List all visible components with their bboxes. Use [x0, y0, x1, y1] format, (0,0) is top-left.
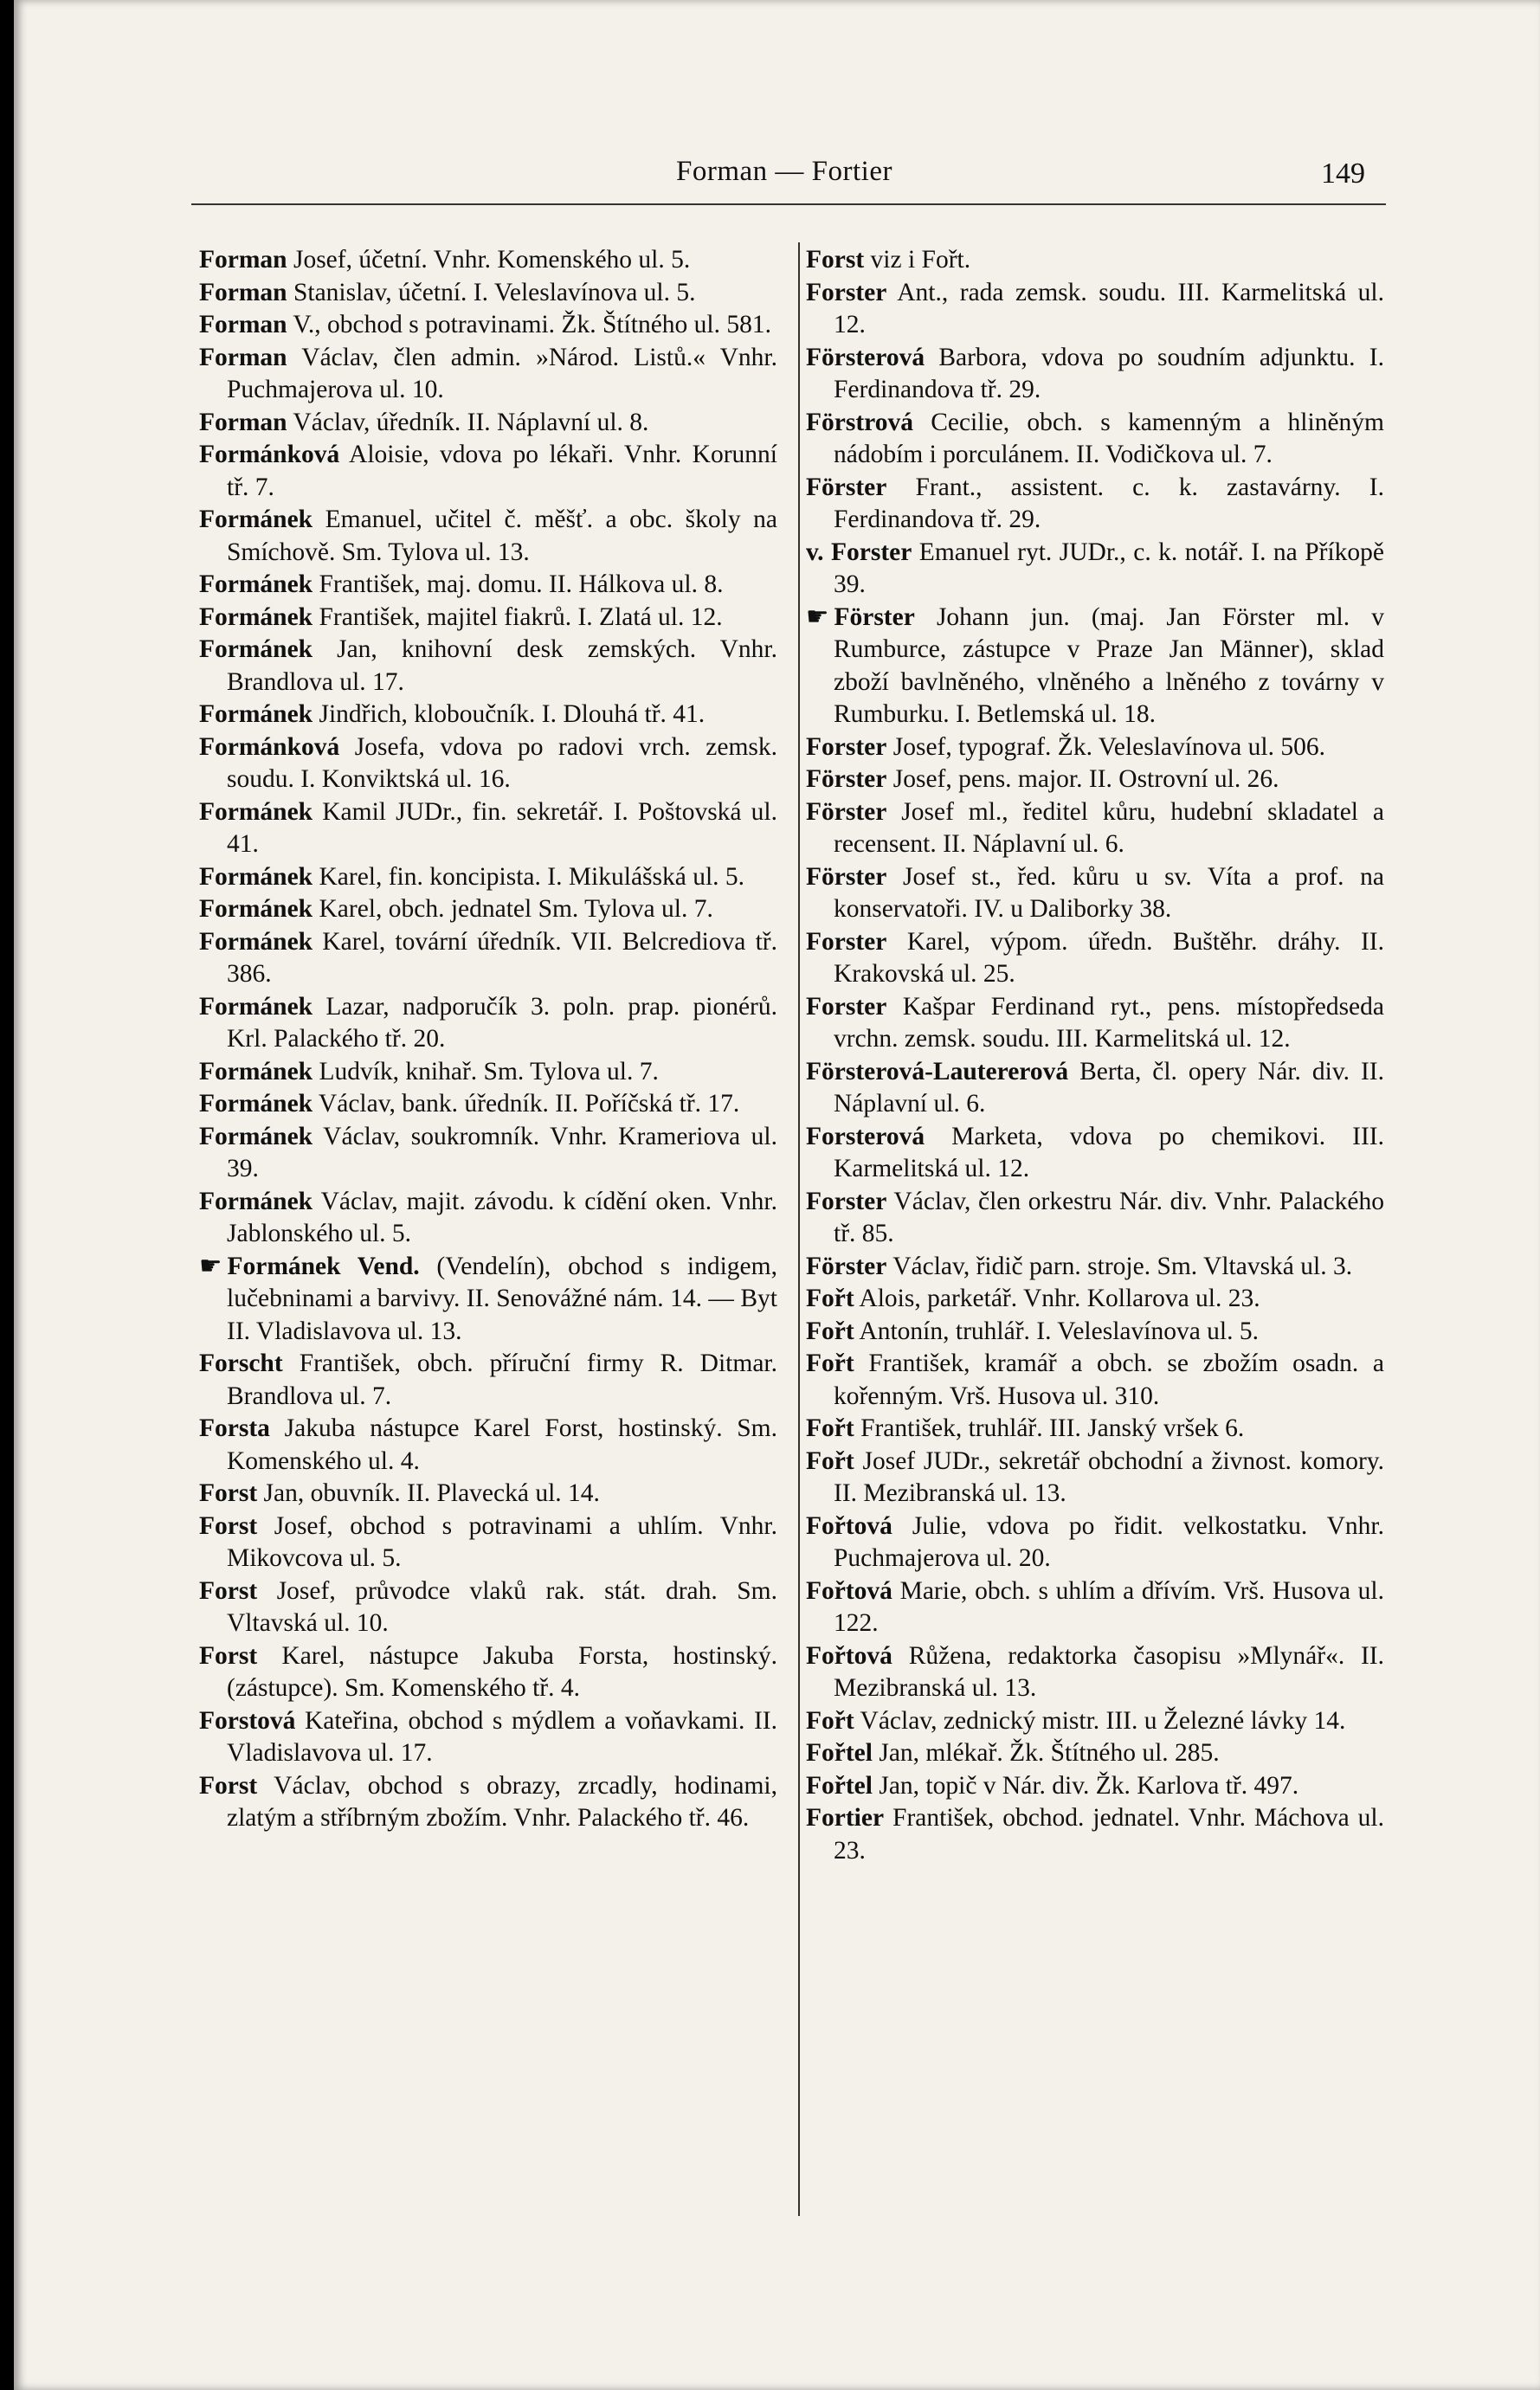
entry-surname: Formánek [199, 1122, 313, 1150]
directory-entry [199, 277, 777, 310]
entry-details: Cecilie, obch. s kamenným a hliněným nádobím i porculánem. II. Vodičkova ul. 7. [834, 408, 1384, 468]
directory-entry [199, 602, 777, 635]
entry-details: Marketa, vdova po chemikovi. III. Karmelitská ul. 12. [834, 1122, 1384, 1182]
entry-details: Marie, obch. s uhlím a dřívím. Vrš. Husova ul. 122. [834, 1576, 1384, 1637]
entry-details: Václav, majit. závodu. k cídění oken. Vnhr. Jablonského ul. 5. [227, 1187, 777, 1247]
entry-details: Alois, parketář. Vnhr. Kollarova ul. 23. [854, 1285, 1260, 1312]
entry-surname: Försterová [806, 343, 925, 371]
entry-surname: Fořtová [806, 1576, 892, 1605]
directory-entry [199, 1478, 777, 1511]
entry-details: Václav, bank. úředník. II. Poříčská tř. 17. [313, 1090, 740, 1118]
entry-details: Josef, pens. major. II. Ostrovní ul. 26. [886, 765, 1279, 793]
directory-entry [806, 1251, 1384, 1284]
directory-entry [806, 1446, 1384, 1511]
directory-entry [199, 244, 777, 277]
entry-surname: Förster [806, 862, 887, 891]
entry-details: František, obchod. jednatel. Vnhr. Máchova ul. 23. [834, 1804, 1384, 1865]
entry-details: Růžena, redaktorka časopisu »Mlynář«. II. Mezibranská ul. 13. [834, 1641, 1384, 1702]
entry-surname: Fořt [806, 1414, 854, 1442]
directory-entry [806, 1705, 1384, 1738]
entry-surname: Formánek [199, 602, 313, 631]
entry-surname: Fořtel [806, 1739, 873, 1767]
entry-details: Jan, obuvník. II. Plavecká ul. 14. [257, 1479, 600, 1507]
right-column [806, 244, 1384, 1867]
entry-surname: Fořtová [806, 1511, 892, 1540]
directory-entry [806, 342, 1384, 407]
running-header: Forman — Fortier [676, 156, 892, 187]
directory-entry [199, 893, 777, 926]
directory-entry [806, 472, 1384, 537]
entry-surname: Forster [806, 732, 887, 761]
entry-details: Josef ml., ředitel kůru, hudební skladatel a recensent. II. Náplavní ul. 6. [834, 797, 1384, 858]
entry-details: František, majitel fiakrů. I. Zlatá ul. 12. [313, 602, 723, 631]
page-number: 149 [1321, 158, 1365, 190]
entry-surname: Förster [806, 473, 887, 501]
entry-details: Emanuel ryt. JUDr., c. k. notář. I. na Příkopě 39. [834, 538, 1384, 598]
entry-surname: Formánek [199, 1187, 313, 1215]
directory-entry [806, 1283, 1384, 1316]
directory-entry [806, 407, 1384, 472]
directory-entry [806, 1511, 1384, 1575]
entry-surname: Formánková [199, 732, 340, 761]
entry-surname: Forsta [199, 1414, 270, 1442]
entry-surname: Forman [199, 311, 287, 338]
entry-details: Josef, účetní. Vnhr. Komenského ul. 5. [287, 246, 691, 274]
entry-surname: Forster [806, 278, 887, 306]
entry-surname: Fořtel [806, 1771, 873, 1800]
entry-surname: Formánek [199, 1057, 313, 1085]
entry-details: Karel, nástupce Jakuba Forsta, hostinský. (zástupce). Sm. Komenského tř. 4. [227, 1641, 777, 1702]
entry-surname: Förster [834, 602, 915, 631]
directory-entry [199, 1640, 777, 1705]
entry-details: František, truhlář. III. Janský vršek 6. [854, 1414, 1245, 1442]
left-column [199, 244, 777, 1835]
entry-surname: Forman [199, 278, 287, 306]
entry-details: Aloisie, vdova po lékaři. Vnhr. Korunní tř. 7. [227, 441, 777, 501]
entry-details: Josef, průvodce vlaků rak. stát. drah. Sm. Vltavská ul. 10. [227, 1576, 777, 1637]
entry-surname: Formánek [199, 700, 313, 728]
column-divider [798, 242, 800, 2216]
entry-details: Josef st., řed. kůru u sv. Víta a prof. na konservatoři. IV. u Daliborky 38. [834, 862, 1384, 923]
entry-surname: Forstová [199, 1706, 296, 1735]
entry-details: Ant., rada zemsk. soudu. III. Karmelitská ul. 12. [834, 278, 1384, 338]
entry-details: Stanislav, účetní. I. Veleslavínova ul. 5. [287, 278, 696, 306]
entry-details: František, obch. příruční firmy R. Ditmar. Brandlova ul. 7. [227, 1350, 777, 1410]
entry-details: Karel, tovární úředník. VII. Belcrediova tř. 386. [227, 927, 777, 988]
directory-entry [806, 1413, 1384, 1446]
entry-surname: Försterová-Lautererová [806, 1057, 1069, 1085]
entry-surname: v. Forster [806, 538, 912, 566]
directory-entry [806, 244, 1384, 277]
entry-surname: Forster [806, 992, 887, 1021]
directory-entry [806, 1348, 1384, 1413]
entry-surname: Forst [199, 1479, 258, 1507]
entry-details: (Vendelín), obchod s indigem, lučebninami a barvivy. II. Senovážné nám. 14. — Byt II. Vladislavova ul. 13. [227, 1252, 777, 1345]
entry-details: Jan, knihovní desk zemských. Vnhr. Brandlova ul. 17. [227, 635, 777, 696]
entry-surname: Forst [806, 246, 865, 274]
directory-entry [199, 731, 777, 796]
directory-entry [806, 1121, 1384, 1186]
entry-details: viz i Fořt. [864, 246, 971, 274]
entry-surname: Forscht [199, 1350, 283, 1377]
directory-entry [806, 1737, 1384, 1770]
entry-details: Antonín, truhlář. I. Veleslavínova ul. 5. [854, 1317, 1259, 1345]
directory-entry [806, 763, 1384, 796]
entry-surname: Formánek [199, 1090, 313, 1118]
entry-details: Ludvík, knihař. Sm. Tylova ul. 7. [313, 1057, 659, 1085]
entry-details: Lazar, nadporučík 3. poln. prap. pionérů. Krl. Palackého tř. 20. [227, 992, 777, 1053]
directory-entry [199, 309, 777, 342]
directory-entry [199, 1056, 777, 1089]
directory-entry [199, 1348, 777, 1413]
entry-details: Julie, vdova po řidit. velkostatku. Vnhr. Puchmajerova ul. 20. [834, 1511, 1384, 1572]
directory-entry [806, 1770, 1384, 1803]
directory-entry [199, 439, 777, 504]
directory-entry [199, 407, 777, 440]
entry-details: Johann jun. (maj. Jan Förster ml. v Rumburce, zástupce v Praze Jan Männer), sklad zboží bavlněného, vlněného a lněného z továrny v Rumburku. I. Betlemská ul. 18. [834, 602, 1384, 728]
entry-details: Josef, typograf. Žk. Veleslavínova ul. 506. [886, 732, 1325, 761]
directory-entry [199, 342, 777, 407]
directory-entry [806, 537, 1384, 602]
entry-details: Václav, úředník. II. Náplavní ul. 8. [287, 408, 649, 436]
header-rule [191, 203, 1386, 205]
entry-details: Josefa, vdova po radovi vrch. zemsk. soudu. I. Konviktská ul. 16. [227, 732, 777, 793]
directory-entry [806, 602, 1384, 731]
directory-entry [199, 1088, 777, 1121]
entry-surname: Förster [806, 1252, 887, 1280]
pointing-hand-icon: ☛ [199, 1252, 222, 1280]
directory-page [14, 0, 1540, 2390]
directory-entry [199, 504, 777, 569]
directory-entry [806, 277, 1384, 342]
entry-details: Karel, fin. koncipista. I. Mikulášská ul. 5. [313, 862, 745, 891]
entry-surname: Forster [806, 1187, 887, 1215]
entry-surname: Formánek [199, 927, 313, 956]
pointing-hand-icon: ☛ [806, 602, 829, 631]
directory-entry [199, 796, 777, 861]
directory-entry [199, 861, 777, 894]
entry-surname: Formánek [199, 570, 313, 598]
directory-entry [199, 1251, 777, 1349]
entry-details: Václav, člen orkestru Nár. div. Vnhr. Palackého tř. 85. [834, 1187, 1384, 1247]
directory-entry [806, 861, 1384, 926]
entry-details: Jakuba nástupce Karel Forst, hostinský. Sm. Komenského ul. 4. [227, 1414, 777, 1475]
entry-surname: Formánek [199, 506, 313, 533]
directory-entry [806, 926, 1384, 991]
entry-surname: Forst [199, 1511, 258, 1540]
directory-entry [199, 926, 777, 991]
directory-entry [199, 1511, 777, 1575]
directory-entry [199, 1121, 777, 1186]
entry-surname: Formánková [199, 441, 340, 468]
entry-details: Jan, mlékař. Žk. Štítného ul. 285. [872, 1739, 1220, 1767]
entry-details: Emanuel, učitel č. měšť. a obc. školy na Smíchově. Sm. Tylova ul. 13. [227, 506, 777, 566]
entry-details: Kateřina, obchod s mýdlem a voňavkami. II. Vladislavova ul. 17. [227, 1706, 777, 1767]
entry-surname: Formánek [199, 895, 313, 923]
entry-surname: Forst [199, 1641, 258, 1670]
directory-entry [199, 569, 777, 602]
directory-entry [806, 1316, 1384, 1349]
entry-details: Frant., assistent. c. k. zastavárny. I. Ferdinandova tř. 29. [834, 473, 1384, 533]
entry-details: Barbora, vdova po soudním adjunktu. I. Ferdinandova tř. 29. [834, 343, 1384, 403]
entry-surname: Fortier [806, 1804, 885, 1832]
entry-details: František, maj. domu. II. Hálkova ul. 8. [313, 570, 724, 598]
entry-details: Václav, soukromník. Vnhr. Krameriova ul. 39. [227, 1122, 777, 1182]
entry-surname: Fořt [806, 1317, 854, 1345]
entry-details: Václav, obchod s obrazy, zrcadly, hodinami, zlatým a stříbrným zbožím. Vnhr. Palackého tř. 46. [227, 1771, 777, 1832]
entry-surname: Formánek [199, 635, 313, 663]
directory-entry [806, 1575, 1384, 1640]
entry-details: František, kramář a obch. se zbožím osadn. a kořenným. Vrš. Husova ul. 310. [834, 1350, 1384, 1410]
entry-surname: Forst [199, 1576, 258, 1605]
entry-surname: Förster [806, 797, 887, 826]
directory-entry [806, 991, 1384, 1056]
entry-surname: Fořtová [806, 1641, 892, 1670]
entry-surname: Forman [199, 343, 287, 371]
entry-surname: Fořt [806, 1446, 854, 1475]
directory-entry [806, 1186, 1384, 1251]
entry-details: Berta, čl. opery Nár. div. II. Náplavní ul. 6. [834, 1057, 1384, 1118]
directory-entry [806, 1056, 1384, 1121]
entry-details: Josef JUDr., sekretář obchodní a živnost. komory. II. Mezibranská ul. 13. [834, 1446, 1384, 1507]
directory-entry [199, 634, 777, 699]
directory-entry [806, 1640, 1384, 1705]
entry-details: Kašpar Ferdinand ryt., pens. místopředseda vrchn. zemsk. soudu. III. Karmelitská ul. 12. [834, 992, 1384, 1053]
entry-surname: Forman [199, 246, 287, 274]
entry-details: Josef, obchod s potravinami a uhlím. Vnhr. Mikovcova ul. 5. [227, 1511, 777, 1572]
entry-surname: Fořt [806, 1706, 854, 1735]
directory-entry [199, 1413, 777, 1478]
entry-details: Karel, obch. jednatel Sm. Tylova ul. 7. [313, 895, 713, 923]
entry-details: Václav, člen admin. »Národ. Listů.« Vnhr. Puchmajerova ul. 10. [227, 343, 777, 403]
entry-surname: Förstrová [806, 408, 913, 436]
entry-surname: Formánek Vend. [227, 1252, 420, 1280]
entry-surname: Förster [806, 765, 887, 793]
entry-details: Karel, výpom. úředn. Buštěhr. dráhy. II. Krakovská ul. 25. [834, 927, 1384, 988]
entry-surname: Fořt [806, 1350, 854, 1377]
directory-entry [199, 991, 777, 1056]
directory-entry [199, 1575, 777, 1640]
entry-surname: Forsterová [806, 1122, 925, 1150]
directory-entry [806, 731, 1384, 764]
entry-details: Jindřich, kloboučník. I. Dlouhá tř. 41. [313, 700, 706, 728]
entry-details: Václav, zednický mistr. III. u Železné lávky 14. [854, 1706, 1346, 1735]
entry-surname: Formánek [199, 862, 313, 891]
directory-entry [199, 1770, 777, 1835]
directory-entry [199, 1705, 777, 1770]
entry-details: Václav, řidič parn. stroje. Sm. Vltavská ul. 3. [886, 1252, 1353, 1280]
entry-surname: Fořt [806, 1285, 854, 1312]
directory-entry [806, 796, 1384, 861]
entry-details: V., obchod s potravinami. Žk. Štítného ul. 581. [287, 311, 771, 338]
entry-details: Kamil JUDr., fin. sekretář. I. Poštovská ul. 41. [227, 797, 777, 858]
entry-surname: Forman [199, 408, 287, 436]
entry-surname: Forst [199, 1771, 258, 1800]
entry-details: Jan, topič v Nár. div. Žk. Karlova tř. 497. [872, 1771, 1299, 1800]
entry-surname: Formánek [199, 797, 313, 826]
entry-surname: Forster [806, 927, 887, 956]
directory-entry [199, 1186, 777, 1251]
directory-entry [199, 699, 777, 731]
directory-entry [806, 1802, 1384, 1867]
entry-surname: Formánek [199, 992, 313, 1021]
